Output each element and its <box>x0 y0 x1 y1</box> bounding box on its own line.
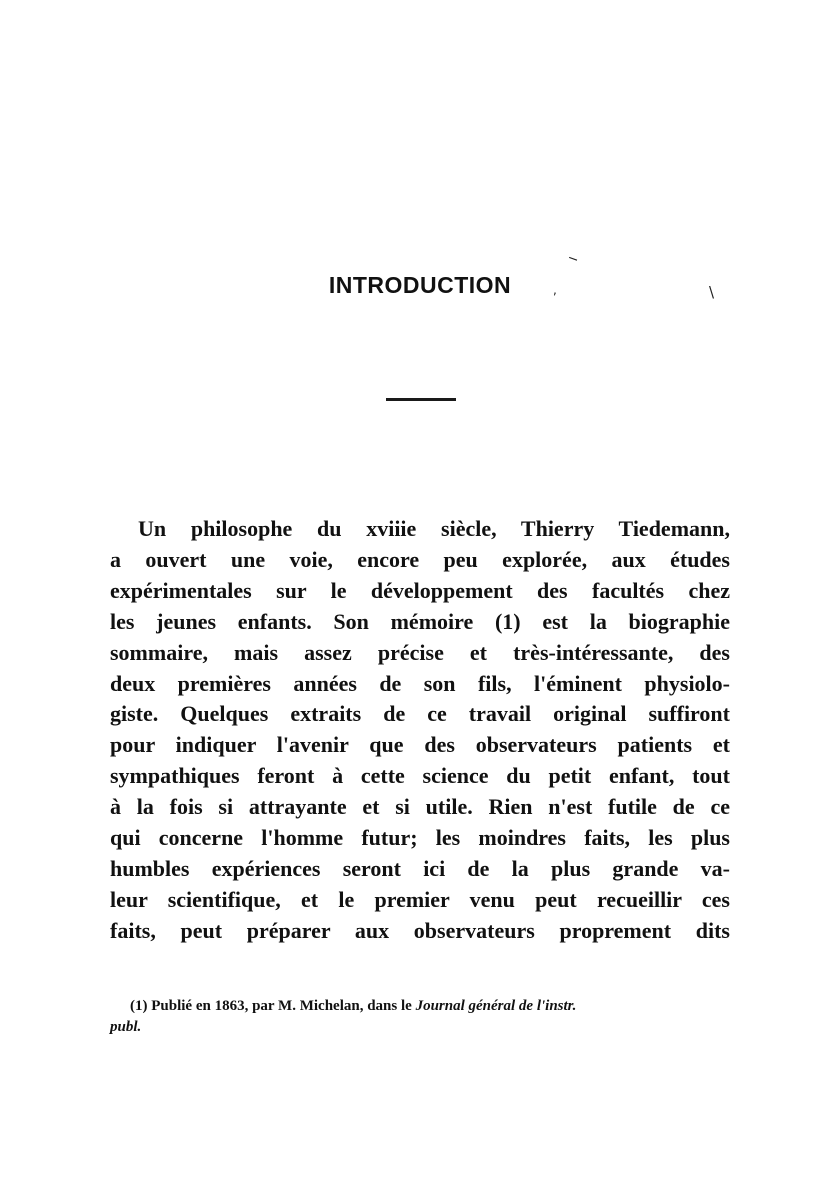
body-line: a ouvert une voie, encore peu explorée, aux études <box>110 546 730 572</box>
body-line: qui concerne l'homme futur; les moindres faits, les plus <box>110 825 730 851</box>
body-line: giste. Quelques extraits de ce travail original suffiront <box>110 701 730 727</box>
body-line: humbles expériences seront ici de la plus grande va- <box>110 855 730 881</box>
section-rule <box>386 398 456 401</box>
footnote-line <box>110 996 730 1017</box>
stray-mark-2: , <box>553 283 557 297</box>
body-line: sommaire, mais assez précise et très-intéressante, des <box>110 639 730 665</box>
stray-mark-1: ‾ <box>563 254 579 275</box>
body-line: à la fois si attrayante et si utile. Rien n'est futile de ce <box>110 794 730 820</box>
body-line: les jeunes enfants. Son mémoire (1) est la biographie <box>110 608 730 634</box>
body-line: Un philosophe du xviiie siècle, Thierry Tiedemann, <box>138 516 730 541</box>
body-line: pour indiquer l'avenir que des observateurs patients et <box>110 732 730 758</box>
chapter-heading: INTRODUCTION <box>328 272 512 298</box>
body-line: faits, peut préparer aux observateurs proprement dits <box>110 917 730 943</box>
body-line: deux premières années de son fils, l'éminent physiolo- <box>110 670 730 696</box>
footnote-continuation: publ. <box>110 1019 142 1035</box>
footnote <box>110 996 730 1038</box>
body-line: sympathiques feront à cette science du petit enfant, tout <box>110 763 730 789</box>
footnote-journal: Journal général de l'instr. <box>415 998 577 1014</box>
body-line: expérimentales sur le développement des facultés chez <box>110 577 730 603</box>
body-paragraph <box>110 514 730 947</box>
stray-mark-3: \ <box>709 283 715 301</box>
body-line: leur scientifique, et le premier venu peut recueillir ces <box>110 886 730 912</box>
footnote-prefix: (1) Publié en 1863, par M. Michelan, dans le <box>130 998 416 1014</box>
